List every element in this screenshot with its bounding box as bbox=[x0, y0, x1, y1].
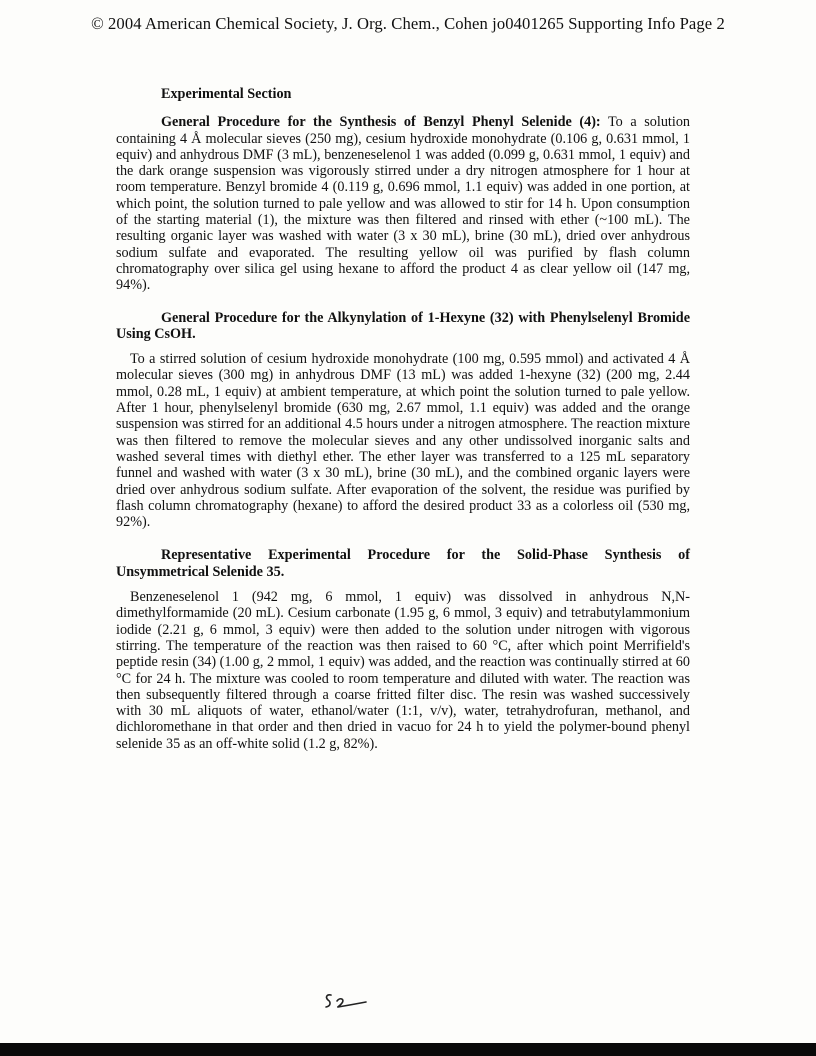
scan-edge-bar bbox=[0, 1043, 816, 1056]
procedure-body: To a solution containing 4 Å molecular sieves (250 mg), cesium hydroxide monohydrate (0.106 g, 0.631 mmol, 1 equiv) and anhydrous DMF (3 mL), benzeneselenol 1 was added (0.099 g, 0.631 mmol, 1 equiv) and the dark orange suspension was vigorously stirred under a dry nitrogen atmosphere for 1 hour at room temperature. Benzyl bromide 4 (0.119 g, 0.696 mmol, 1.1 equiv) was added in one portion, at which point, the solution turned to pale yellow and was allowed to stir for 14 h. Upon consumption of the starting material (1), the mixture was then filtered and rinsed with ether (~100 mL). The resulting organic layer was washed with water (3 x 30 mL), brine (30 mL), dried over anhydrous sodium sulfate and evaporated. The resulting yellow oil was purified by flash column chromatography over silica gel using hexane to afford the product 4 as clear yellow oil (147 mg, 94%). bbox=[116, 114, 691, 294]
experimental-content bbox=[116, 86, 690, 752]
procedure-body: Benzeneselenol 1 (942 mg, 6 mmol, 1 equiv) was dissolved in anhydrous N,N-dimethylformamide (20 mL). Cesium carbonate (1.95 g, 6 mmol, 3 equiv) and tetrabutylammonium iodide (2.21 g, 6 mmol, 3 equiv) were then added to the solution under nitrogen with vigorous stirring. The temperature of the reaction was then raised to 60 °C, after which point Merrifield's peptide resin (34) (1.00 g, 2 mmol, 1 equiv) was added, and the reaction was continually stirred at 60 °C for 24 h. The mixture was cooled to room temperature and diluted with water. The reaction was then subsequently filtered through a coarse fritted filter disc. The resin was washed successively with 30 mL aliquots of water, ethanol/water (1:1, v/v), water, tetrahydrofuran, methanol, and dichloromethane in that order and then dried in vacuo for 24 h to yield the polymer-bound phenyl selenide 35 as an off-white solid (1.2 g, 82%). bbox=[116, 589, 690, 752]
page-header: © 2004 American Chemical Society, J. Org. Chem., Cohen jo0401265 Supporting Info Page 2 bbox=[91, 14, 725, 33]
handwritten-page-mark bbox=[322, 992, 372, 1010]
procedure-heading: General Procedure for the Alkynylation of 1-Hexyne (32) with Phenylselenyl Bromide Using CsOH. bbox=[116, 309, 690, 342]
procedure-heading: Representative Experimental Procedure for the Solid-Phase Synthesis of Unsymmetrical Selenide 35. bbox=[116, 547, 690, 580]
procedure-benzyl-phenyl-selenide bbox=[116, 114, 690, 293]
procedure-heading: General Procedure for the Synthesis of Benzyl Phenyl Selenide (4): bbox=[161, 114, 601, 131]
procedure-body: To a stirred solution of cesium hydroxide monohydrate (100 mg, 0.595 mmol) and activated 4 Å molecular sieves (300 mg) in anhydrous DMF (13 mL) was added 1-hexyne (32) (200 mg, 2.44 mmol, 0.28 mL, 1 equiv) at ambient temperature, at which point the solution turned to pale yellow. After 1 hour, phenylselenyl bromide (630 mg, 2.67 mmol, 1.1 equiv) was added and the orange suspension was stirred for an additional 4.5 hours under a nitrogen atmosphere. The reaction mixture was then filtered to remove the molecular sieves and any other undissolved inorganic salts and washed several times with diethyl ether. The ether layer was transferred to a 125 mL separatory funnel and washed with water (3 x 30 mL), brine (30 mL), and the combined organic layers were dried over anhydrous sodium sulfate. After evaporation of the solvent, the residue was purified by flash column chromatography (hexane) to afford the desired product 33 as a colorless oil (530 mg, 92%). bbox=[116, 351, 690, 531]
section-title: Experimental Section bbox=[161, 86, 292, 102]
